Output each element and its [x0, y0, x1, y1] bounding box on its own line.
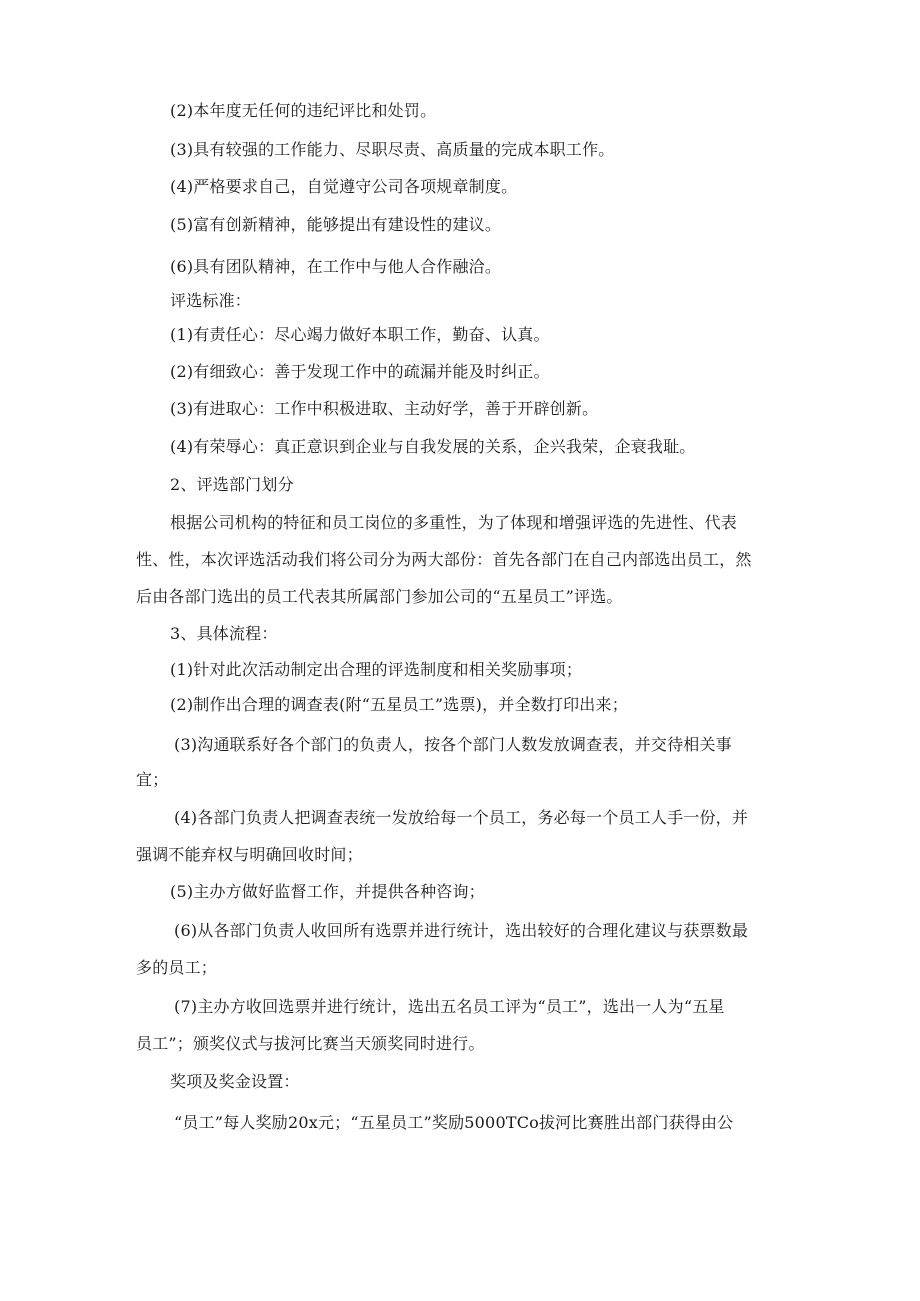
paragraph-line: 后由各部门选出的员工代表其所属部门参加公司的“五星员工”评选。	[136, 587, 623, 606]
section-heading: 2、评选部门划分	[170, 475, 294, 494]
section-label: 评选标准：	[170, 291, 252, 310]
text-line: (3)沟通联系好各个部门的负责人，按各个部门人数发放调查表，并交待相关事	[174, 735, 732, 754]
text-line: (4)各部门负责人把调查表统一发放给每一个员工，务必每一个员工人手一份，并	[174, 808, 749, 827]
text-line: (4)有荣辱心：真正意识到企业与自我发展的关系，企兴我荣，企衰我耻。	[170, 437, 696, 456]
text-line: 宜；	[136, 770, 169, 789]
paragraph-line: 根据公司机构的特征和员工岗位的多重性，为了体现和增强评选的先进性、代表	[170, 513, 738, 532]
text-line: 员工”；颁奖仪式与拔河比赛当天颁奖同时进行。	[136, 1034, 485, 1053]
text-line: (6)具有团队精神，在工作中与他人合作融洽。	[170, 257, 502, 276]
text-line: (6)从各部门负责人收回所有选票并进行统计，选出较好的合理化建议与获票数最	[174, 921, 749, 940]
paragraph-line: 性、性，本次评选活动我们将公司分为两大部份：首先各部门在自己内部选出员工，然	[136, 550, 752, 569]
text-line: 多的员工；	[136, 958, 218, 977]
text-line: (7)主办方收回选票并进行统计，选出五名员工评为“员工”，选出一人为“五星	[174, 997, 725, 1016]
text-line: (5)主办方做好监督工作，并提供各种咨询；	[170, 882, 485, 901]
text-line: 强调不能弃权与明确回收时间；	[136, 845, 363, 864]
section-label: 奖项及奖金设置：	[170, 1072, 300, 1091]
text-line: (2)有细致心：善于发现工作中的疏漏并能及时纠正。	[170, 362, 550, 381]
text-line: (3)具有较强的工作能力、尽职尽责、高质量的完成本职工作。	[170, 140, 615, 159]
text-line: (4)严格要求自己，自觉遵守公司各项规章制度。	[170, 177, 518, 196]
text-line: (3)有进取心：工作中积极进取、主动好学，善于开辟创新。	[170, 399, 599, 418]
text-line: (5)富有创新精神，能够提出有建设性的建议。	[170, 215, 502, 234]
text-line: (2)本年度无任何的违纪评比和处罚。	[170, 101, 437, 120]
text-line: “员工”每人奖励20x元；“五星员工”奖励5000TCo拔河比赛胜出部门获得由公	[174, 1113, 734, 1132]
text-line: (2)制作出合理的调查表(附“五星员工”选票)，并全数打印出来；	[170, 695, 628, 714]
text-line: (1)针对此次活动制定出合理的评选制度和相关奖励事项；	[170, 660, 583, 679]
text-line: (1)有责任心：尽心竭力做好本职工作，勤奋、认真。	[170, 325, 550, 344]
section-heading: 3、具体流程：	[170, 624, 278, 643]
